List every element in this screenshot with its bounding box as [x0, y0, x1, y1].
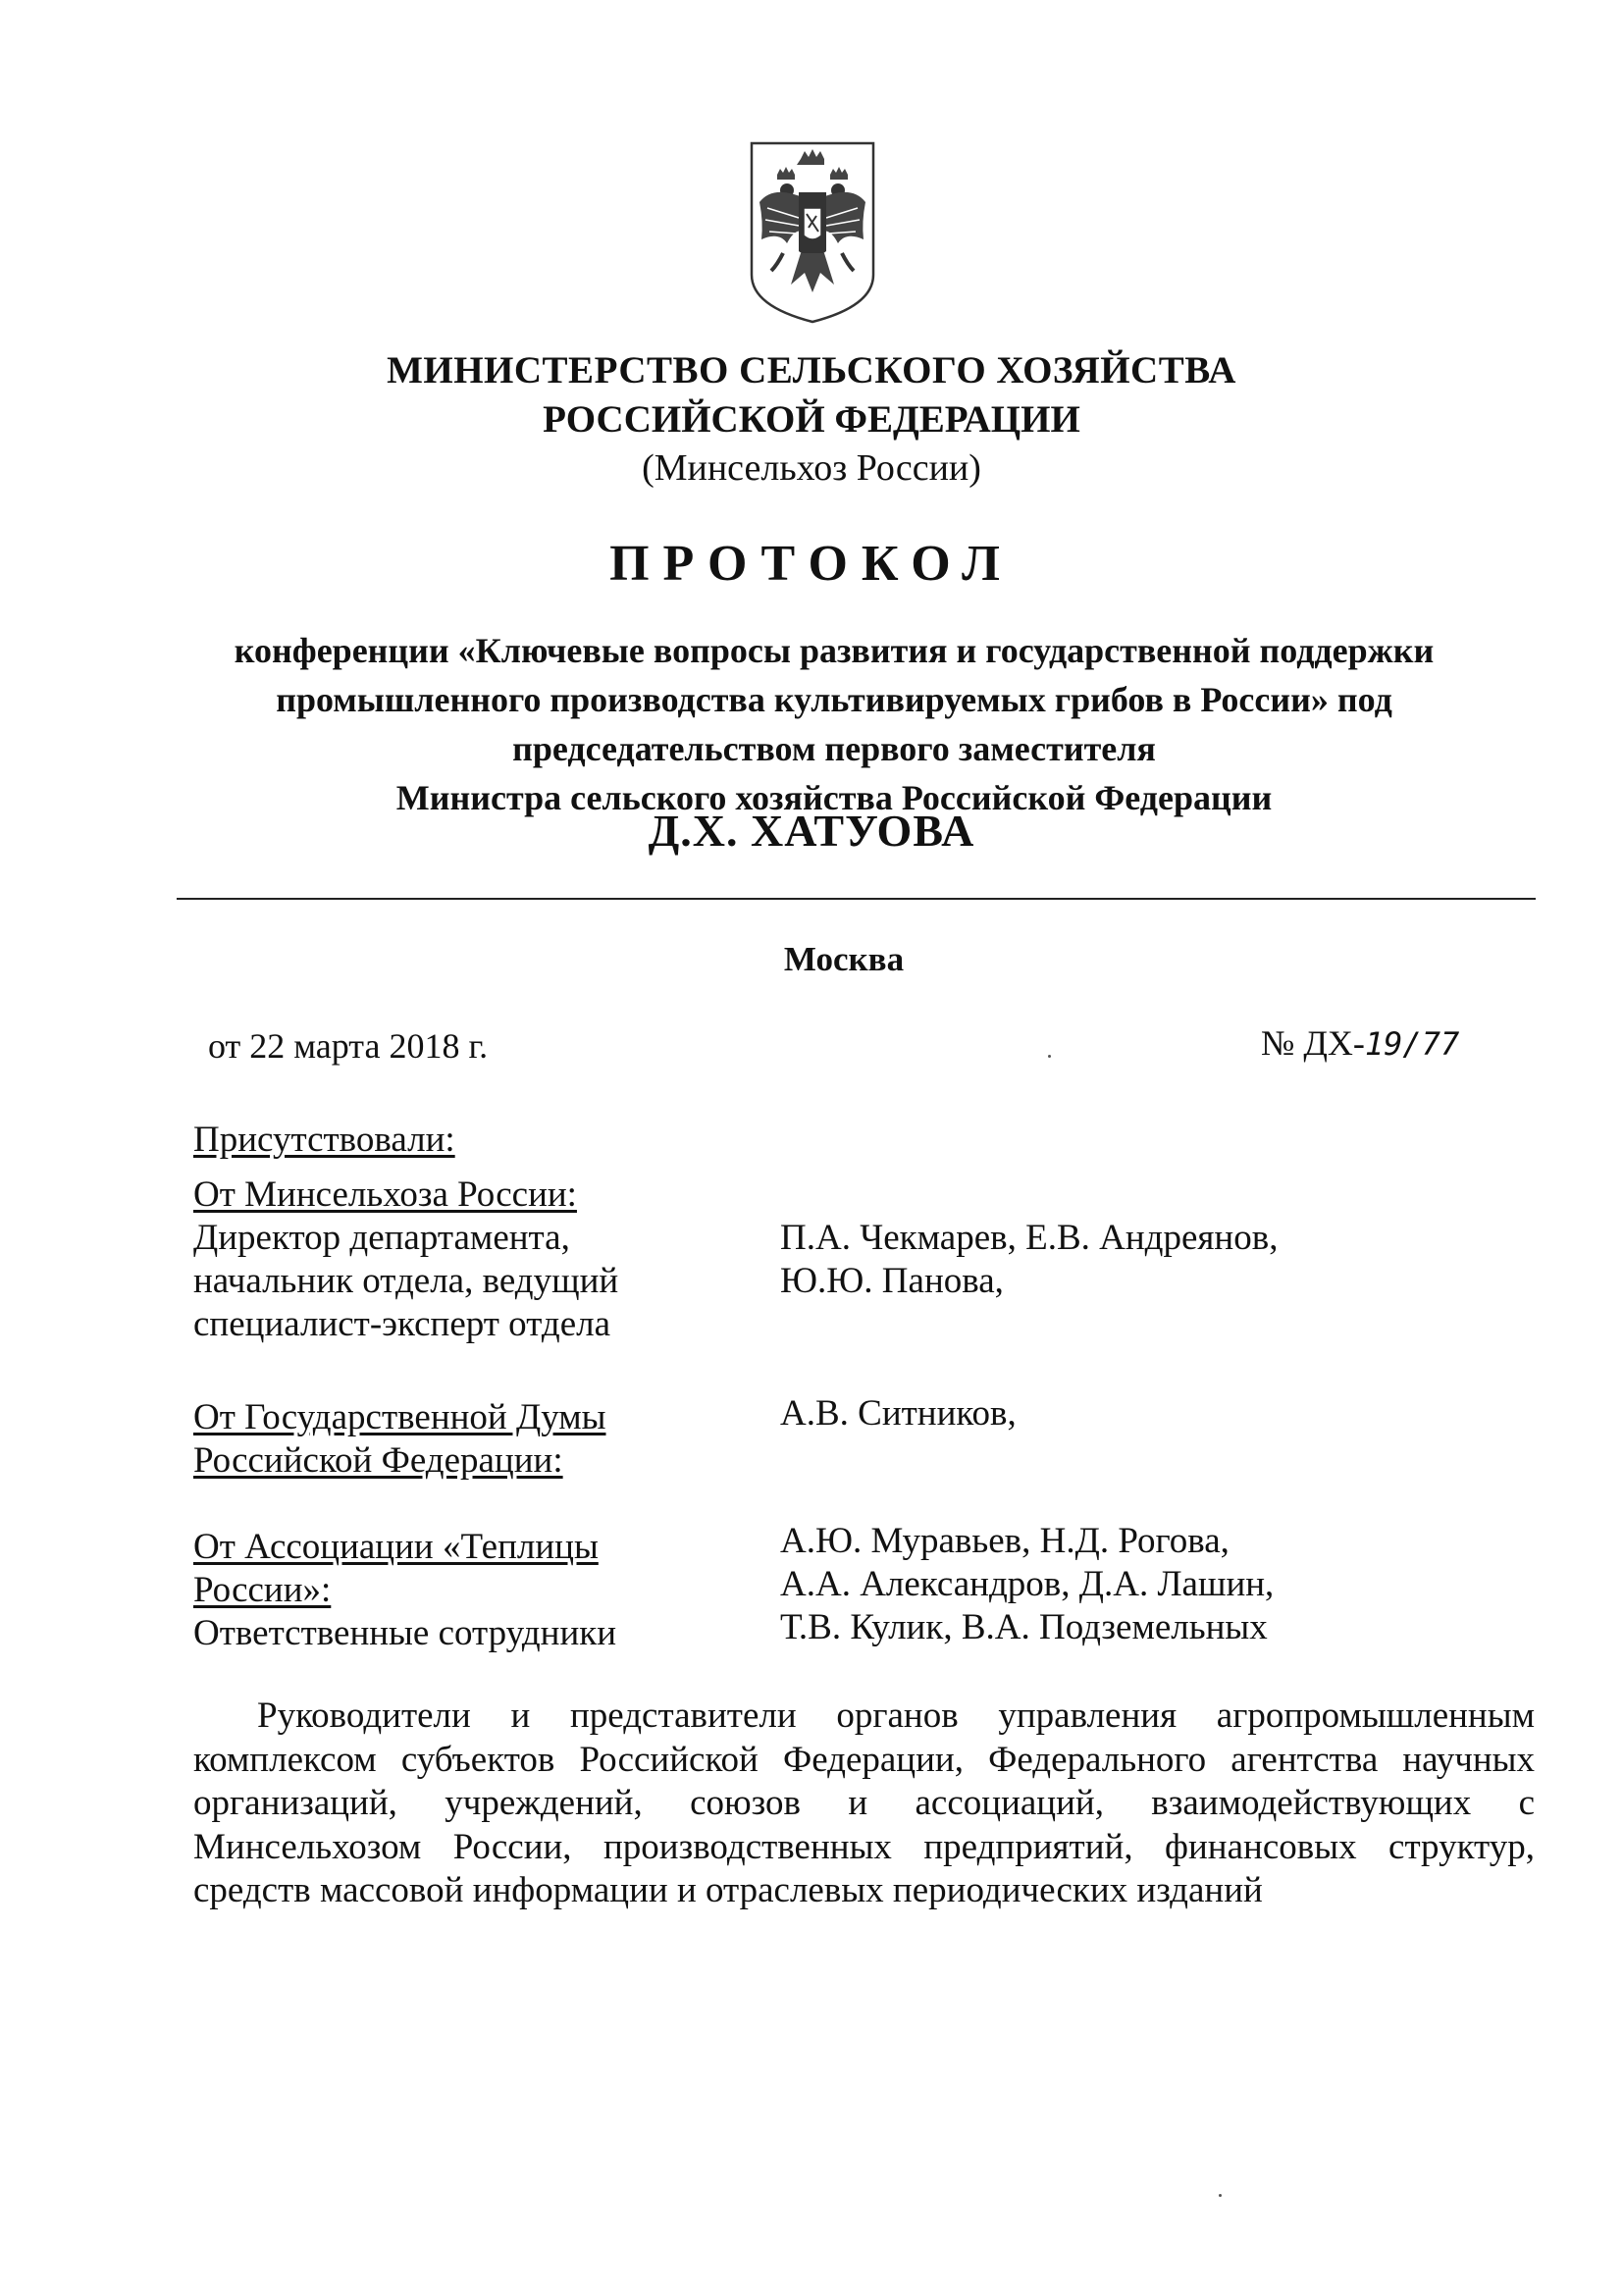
- subject-line: председательством первого заместителя: [512, 729, 1156, 768]
- role-line: Директор департамента,: [193, 1218, 570, 1258]
- organization-line: Российской Федерации:: [193, 1440, 563, 1481]
- russian-coat-of-arms-icon: [744, 137, 881, 326]
- subject-line: промышленного производства культивируемых грибов в России» под: [276, 680, 1392, 719]
- document-subject: [137, 626, 1531, 822]
- organization-line: От Государственной Думы: [193, 1397, 606, 1437]
- attendance-group-organization: [193, 1396, 684, 1483]
- document-number: [1261, 1022, 1459, 1064]
- attendance-heading: Присутствовали:: [193, 1120, 455, 1160]
- role-line: начальник отдела, ведущий: [193, 1261, 619, 1301]
- organization-line: От Минсельхоза России:: [193, 1174, 577, 1215]
- names-line: А.А. Александров, Д.А. Лашин,: [780, 1564, 1275, 1604]
- attendance-group-organization: [193, 1526, 684, 1655]
- role-line: специалист-эксперт отдела: [193, 1304, 611, 1344]
- subject-line: конференции «Ключевые вопросы развития и государственной поддержки: [234, 631, 1435, 670]
- organization-line: России»:: [193, 1570, 332, 1610]
- document-date: от 22 марта 2018 г.: [208, 1026, 489, 1066]
- names-line: А.Ю. Муравьев, Н.Д. Рогова,: [780, 1521, 1230, 1561]
- ministry-short-name: (Минсельхоз России): [642, 447, 981, 489]
- city: Москва: [783, 940, 905, 978]
- ministry-name-line-2: РОССИЙСКОЙ ФЕДЕРАЦИИ: [543, 398, 1080, 441]
- document-number-value: 19/77: [1364, 1025, 1460, 1063]
- body-paragraph: Руководители и представители органов управления агропромышленным комплексом субъектов Российской Федерации, Федерального агентства научных организаций, учреждений, союзов и ассоциаций, взаимодействующих с Минсельхозом России, производственных предприятий, финансовых структур, средств массовой информации и отраслевых периодических изданий: [193, 1696, 1535, 1910]
- chairman-name: Д.Х. ХАТУОВА: [648, 806, 975, 856]
- attendance-group-names: [780, 1520, 1487, 1649]
- names-line: Ю.Ю. Панова,: [780, 1261, 1004, 1301]
- names-line: П.А. Чекмарев, Е.В. Андреянов,: [780, 1218, 1279, 1258]
- organization-line: От Ассоциации «Теплицы: [193, 1527, 599, 1567]
- scan-speck: [1048, 1055, 1051, 1058]
- attendance-group-names: [780, 1392, 1487, 1435]
- header-divider: [177, 898, 1536, 900]
- subject-line: Министра сельского хозяйства Российской Федерации: [395, 778, 1273, 817]
- document-type-title: ПРОТОКОЛ: [609, 536, 1014, 592]
- role-line: Ответственные сотрудники: [193, 1613, 617, 1653]
- attendance-group-names: [780, 1217, 1487, 1303]
- names-line: Т.В. Кулик, В.А. Подземельных: [780, 1607, 1268, 1647]
- attendance-group-organization: [193, 1174, 684, 1346]
- document-number-prefix: № ДХ-: [1261, 1023, 1365, 1063]
- ministry-name-line-1: МИНИСТЕРСТВО СЕЛЬСКОГО ХОЗЯЙСТВА: [387, 349, 1236, 391]
- names-line: А.В. Ситников,: [780, 1393, 1017, 1434]
- scan-speck: [1219, 2194, 1222, 2197]
